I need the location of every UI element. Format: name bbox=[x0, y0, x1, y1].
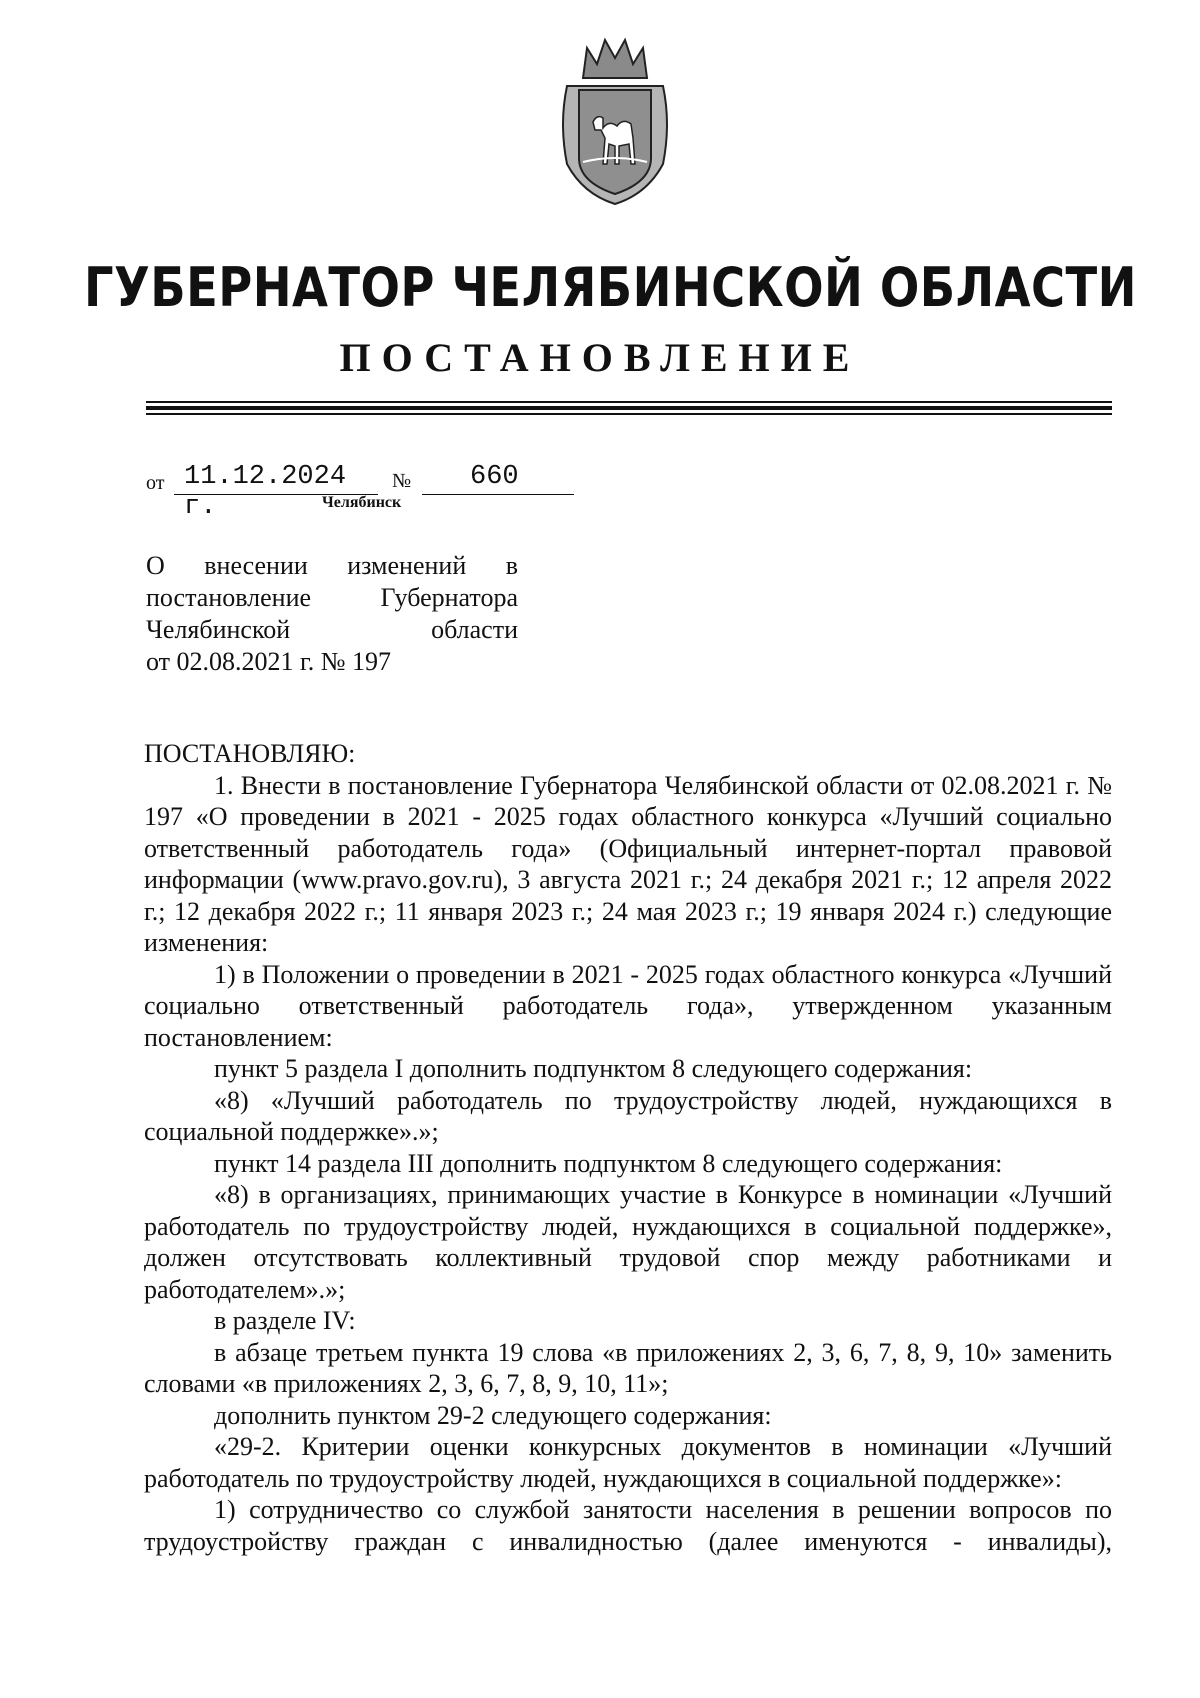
decree-word: ПОСТАНОВЛЯЮ: bbox=[144, 739, 356, 768]
paragraph: в разделе IV: bbox=[214, 1306, 356, 1335]
number-label: № bbox=[392, 470, 412, 492]
paragraph: 1) в Положении о проведении в 2021 - 2025 годах областного конкурса «Лучший социально ответственный работодатель года», утвержденном указанным постановлением: bbox=[144, 959, 1112, 1052]
document-date: 11.12.2024 г. bbox=[174, 462, 378, 495]
paragraph: «8) в организациях, принимающих участие в Конкурсе в номинации «Лучший работодатель по трудоустройству людей, нуждающихся в социальной поддержке», должен отсутствовать коллективный трудовой спор между работниками и работодателем».»; bbox=[144, 1180, 1112, 1304]
document-number: 660 bbox=[422, 462, 574, 495]
header-rule-thin-top bbox=[146, 401, 1112, 403]
header-rule-thick bbox=[146, 406, 1112, 410]
document-type: ПОСТАНОВЛЕНИЕ bbox=[339, 335, 861, 380]
coat-of-arms-emblem bbox=[553, 34, 677, 210]
date-from-label: от bbox=[146, 472, 165, 494]
paragraph: дополнить пунктом 29-2 следующего содержания: bbox=[214, 1400, 772, 1430]
paragraph: «29-2. Критерии оценки конкурсных документов в номинации «Лучший работодатель по трудоустройству людей, нуждающихся в социальной поддержке»: bbox=[144, 1432, 1112, 1493]
issuer-title: ГУБЕРНАТОР ЧЕЛЯБИНСКОЙ ОБЛАСТИ bbox=[84, 256, 1137, 319]
document-subject bbox=[146, 550, 518, 678]
subject-line: Челябинской области bbox=[146, 615, 518, 644]
paragraph: 1. Внести в постановление Губернатора Челябинской области от 02.08.2021 г. № 197 «О проведении в 2021 - 2025 годах областного конкурса «Лучший социально ответственный работодатель года» (Официальный интернет-портал правовой информации (www.pravo.gov.ru), 3 августа 2021 г.; 24 декабря 2021 г.; 12 апреля 2022 г.; 12 декабря 2022 г.; 11 января 2023 г.; 24 мая 2023 г.; 19 января 2024 г.) следующие изменения: bbox=[144, 770, 1112, 957]
paragraph: «8) «Лучший работодатель по трудоустройству людей, нуждающихся в социальной поддержке».»; bbox=[144, 1085, 1112, 1146]
header-rule-thin-bottom bbox=[146, 413, 1112, 415]
document-body bbox=[144, 738, 1112, 1557]
issue-city: Челябинск bbox=[322, 494, 402, 511]
paragraph: пункт 5 раздела I дополнить подпунктом 8 следующего содержания: bbox=[214, 1054, 973, 1083]
subject-line: О внесении изменений в bbox=[146, 551, 518, 580]
subject-line: от 02.08.2021 г. № 197 bbox=[146, 647, 392, 676]
paragraph: пункт 14 раздела III дополнить подпунктом 8 следующего содержания: bbox=[214, 1148, 1003, 1178]
subject-line: постановление Губернатора bbox=[146, 583, 518, 612]
paragraph: 1) сотрудничество со службой занятости населения в решении вопросов по трудоустройству граждан с инвалидностью (далее именуются - инвалиды), bbox=[144, 1495, 1112, 1556]
paragraph: в абзаце третьем пункта 19 слова «в приложениях 2, 3, 6, 7, 8, 9, 10» заменить словами «в приложениях 2, 3, 6, 7, 8, 9, 10, 11»; bbox=[144, 1337, 1112, 1398]
